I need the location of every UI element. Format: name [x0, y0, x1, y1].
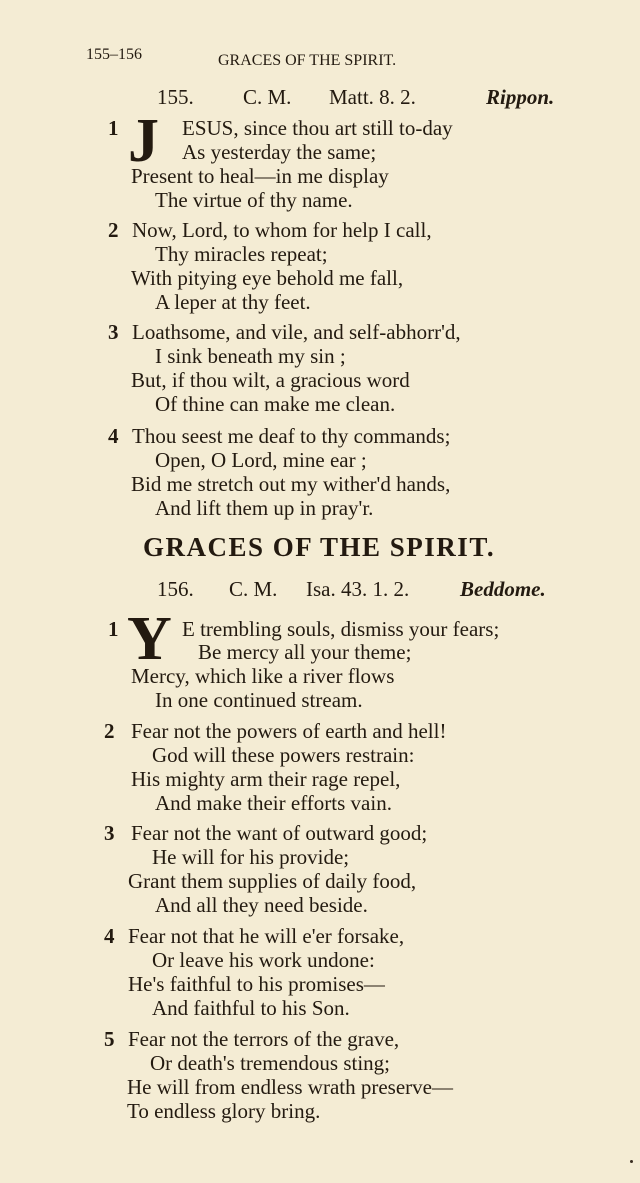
verse-line: E trembling souls, dismiss your fears; [182, 617, 500, 641]
hymn156-scripture: Isa. 43. 1. 2. [306, 577, 410, 601]
ink-speck [630, 1160, 633, 1163]
verse-line: God will these powers restrain: [152, 743, 415, 767]
verse-line: He will from endless wrath preserve— [127, 1075, 453, 1099]
verse-line: Loathsome, and vile, and self-abhorr'd, [132, 320, 461, 344]
hymn155-tune: Rippon. [486, 85, 555, 109]
verse-line: Fear not that he will e'er forsake, [128, 924, 405, 948]
verse-number: 1 [108, 116, 119, 140]
hymn155-meter: C. M. [243, 85, 292, 109]
verse-line: Mercy, which like a river flows [131, 664, 395, 688]
drop-cap: J [128, 107, 159, 175]
verse-line: He's faithful to his promises— [128, 972, 385, 996]
verse-line: Present to heal—in me display [131, 164, 389, 188]
verse-line: In one continued stream. [155, 688, 363, 712]
verse-line: Bid me stretch out my wither'd hands, [131, 472, 451, 496]
verse-line: ESUS, since thou art still to-day [182, 116, 453, 140]
verse-line: With pitying eye behold me fall, [131, 266, 404, 290]
verse-number: 2 [108, 218, 119, 242]
hymn155-number: 155. [157, 85, 194, 109]
drop-cap: Y [127, 605, 172, 673]
verse-line: I sink beneath my sin ; [155, 344, 346, 368]
page-range: 155–156 [86, 46, 142, 63]
verse-line: And make their efforts vain. [155, 791, 392, 815]
verse-line: He will for his provide; [152, 845, 350, 869]
hymn156-number: 156. [157, 577, 194, 601]
verse-number: 3 [108, 320, 119, 344]
hymn156-tune: Beddome. [460, 577, 546, 601]
verse-line: And faithful to his Son. [152, 996, 350, 1020]
verse-line: But, if thou wilt, a gracious word [131, 368, 410, 392]
verse-line: And lift them up in pray'r. [155, 496, 374, 520]
verse-line: A leper at thy feet. [155, 290, 311, 314]
verse-line: Of thine can make me clean. [155, 392, 396, 416]
verse-line: Fear not the powers of earth and hell! [131, 719, 447, 743]
verse-number: 4 [104, 924, 115, 948]
hymn155-scripture: Matt. 8. 2. [329, 85, 416, 109]
verse-line: Now, Lord, to whom for help I call, [132, 218, 432, 242]
verse-line: Fear not the terrors of the grave, [128, 1027, 400, 1051]
verse-line: The virtue of thy name. [155, 188, 353, 212]
verse-line: To endless glory bring. [127, 1099, 321, 1123]
verse-number: 4 [108, 424, 119, 448]
running-title: GRACES OF THE SPIRIT. [218, 52, 397, 69]
verse-line: And all they need beside. [155, 893, 368, 917]
verse-line: Open, O Lord, mine ear ; [155, 448, 367, 472]
verse-line: Thou seest me deaf to thy commands; [132, 424, 451, 448]
section-title: GRACES OF THE SPIRIT. [143, 532, 496, 562]
verse-line: Or death's tremendous sting; [150, 1051, 390, 1075]
verse-line: As yesterday the same; [182, 140, 377, 164]
verse-line: Fear not the want of outward good; [131, 821, 428, 845]
verse-line: Be mercy all your theme; [198, 640, 412, 664]
verse-line: Grant them supplies of daily food, [128, 869, 417, 893]
verse-number: 1 [108, 617, 119, 641]
verse-line: Or leave his work undone: [152, 948, 375, 972]
verse-number: 3 [104, 821, 115, 845]
hymn156-meter: C. M. [229, 577, 278, 601]
verse-number: 2 [104, 719, 115, 743]
verse-line: Thy miracles repeat; [155, 242, 328, 266]
verse-line: His mighty arm their rage repel, [131, 767, 401, 791]
verse-number: 5 [104, 1027, 115, 1051]
